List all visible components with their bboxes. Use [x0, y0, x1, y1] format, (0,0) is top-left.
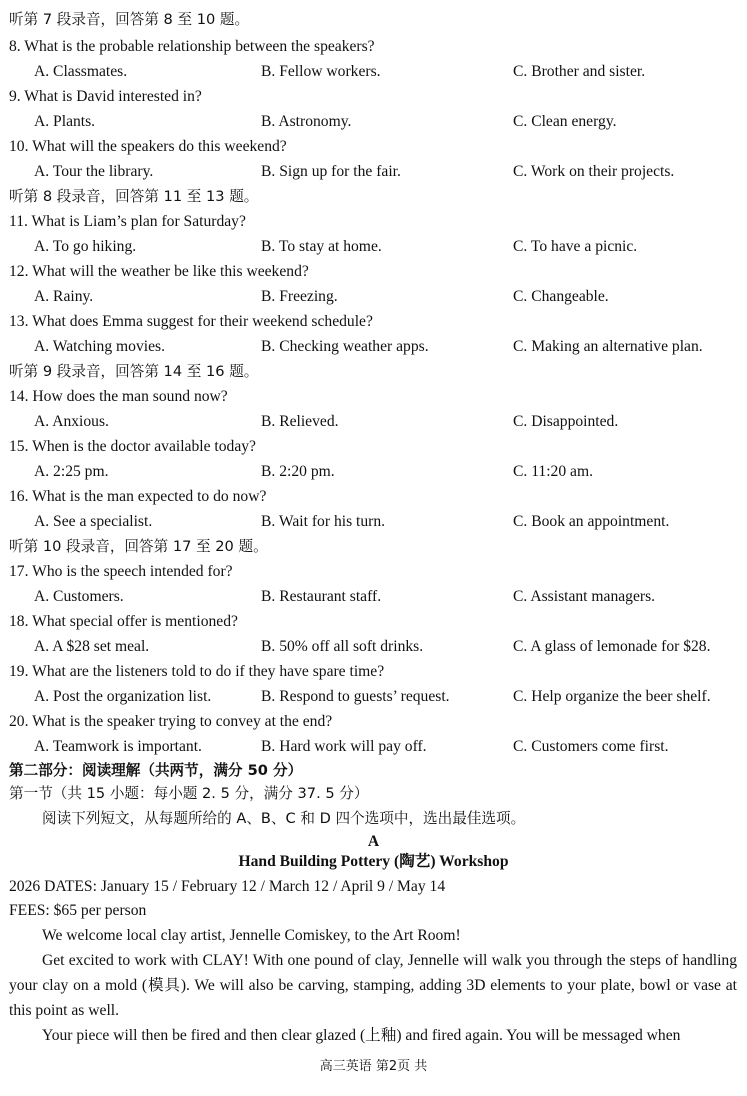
- question-11-options: [0, 237, 747, 257]
- question-20-option-c: C. Customers come first.: [513, 738, 669, 755]
- question-9-option-c: C. Clean energy.: [513, 113, 617, 130]
- question-15-option-c: C. 11:20 am.: [513, 463, 593, 480]
- question-13-option-b: B. Checking weather apps.: [261, 338, 429, 355]
- question-18-option-a: A. A $28 set meal.: [34, 638, 150, 655]
- passage-title: Hand Building Pottery (陶艺) Workshop: [238, 853, 509, 870]
- passage-paragraph-3: Your piece will then be fired and then clear glazed (上釉) and fired again. You will be messaged when: [42, 1027, 681, 1044]
- question-12-option-b: B. Freezing.: [261, 288, 338, 305]
- question-10-option-a: A. Tour the library.: [34, 163, 154, 180]
- question-19-option-c: C. Help organize the beer shelf.: [513, 688, 711, 705]
- question-16-option-a: A. See a specialist.: [34, 513, 153, 530]
- question-8-stem: 8. What is the probable relationship between the speakers?: [9, 38, 375, 55]
- question-11-option-a: A. To go hiking.: [34, 238, 137, 255]
- question-9-stem: 9. What is David interested in?: [9, 88, 202, 105]
- question-17-option-b: B. Restaurant staff.: [261, 588, 382, 605]
- question-19-option-b: B. Respond to guests’ request.: [261, 688, 450, 705]
- workshop-fees: FEES: $65 per person: [9, 902, 147, 919]
- passage-paragraph-2: Get excited to work with CLAY! With one pound of clay, Jennelle will walk you through the steps of handling your clay on a mold (模具). We will also be carving, stamping, adding 3D elements to your plate, bowl or vase at this point as well.: [9, 952, 737, 1019]
- question-15-option-b: B. 2:20 pm.: [261, 463, 335, 480]
- listening-segment-7-line: 听第 7 段录音，回答第 8 至 10 题。: [9, 11, 250, 28]
- question-10-option-c: C. Work on their projects.: [513, 163, 675, 180]
- section-one-title: 第一节（共 15 小题：每小题 2. 5 分，满分 37. 5 分）: [9, 785, 369, 802]
- question-14-option-c: C. Disappointed.: [513, 413, 619, 430]
- question-12-stem: 12. What will the weather be like this weekend?: [9, 263, 309, 280]
- question-9-options: [0, 112, 747, 132]
- question-8-options: [0, 62, 747, 82]
- passage-letter: A: [367, 833, 380, 850]
- question-15-stem: 15. When is the doctor available today?: [9, 438, 256, 455]
- question-17-option-a: A. Customers.: [34, 588, 124, 605]
- question-13-option-c: C. Making an alternative plan.: [513, 338, 703, 355]
- question-18-options: [0, 637, 747, 657]
- question-8-option-b: B. Fellow workers.: [261, 63, 381, 80]
- workshop-dates: 2026 DATES: January 15 / February 12 / March 12 / April 9 / May 14: [9, 878, 446, 895]
- part-two-title: 第二部分：阅读理解（共两节，满分 50 分）: [9, 762, 303, 779]
- question-12-option-a: A. Rainy.: [34, 288, 94, 305]
- question-19-option-a: A. Post the organization list.: [34, 688, 212, 705]
- question-18-option-b: B. 50% off all soft drinks.: [261, 638, 424, 655]
- question-15-option-a: A. 2:25 pm.: [34, 463, 109, 480]
- question-16-option-c: C. Book an appointment.: [513, 513, 670, 530]
- question-20-option-a: A. Teamwork is important.: [34, 738, 202, 755]
- question-14-option-a: A. Anxious.: [34, 413, 109, 430]
- question-11-option-c: C. To have a picnic.: [513, 238, 638, 255]
- question-8-option-a: A. Classmates.: [34, 63, 128, 80]
- question-18-stem: 18. What special offer is mentioned?: [9, 613, 238, 630]
- question-12-options: [0, 287, 747, 307]
- listening-segment-8-line: 听第 8 段录音，回答第 11 至 13 题。: [9, 188, 259, 205]
- question-17-options: [0, 587, 747, 607]
- question-10-options: [0, 162, 747, 182]
- question-19-stem: 19. What are the listeners told to do if they have spare time?: [9, 663, 385, 680]
- question-9-option-b: B. Astronomy.: [261, 113, 352, 130]
- question-10-option-b: B. Sign up for the fair.: [261, 163, 401, 180]
- question-20-stem: 20. What is the speaker trying to convey at the end?: [9, 713, 333, 730]
- listening-segment-9-line: 听第 9 段录音，回答第 14 至 16 题。: [9, 363, 259, 380]
- passage-paragraph-1: We welcome local clay artist, Jennelle Comiskey, to the Art Room!: [42, 927, 461, 944]
- question-14-options: [0, 412, 747, 432]
- reading-instruction: 阅读下列短文，从每题所给的 A、B、C 和 D 四个选项中，选出最佳选项。: [42, 810, 526, 827]
- question-16-stem: 16. What is the man expected to do now?: [9, 488, 267, 505]
- question-17-stem: 17. Who is the speech intended for?: [9, 563, 233, 580]
- question-13-stem: 13. What does Emma suggest for their weekend schedule?: [9, 313, 373, 330]
- listening-segment-10-line: 听第 10 段录音，回答第 17 至 20 题。: [9, 538, 268, 555]
- question-16-option-b: B. Wait for his turn.: [261, 513, 386, 530]
- question-15-options: [0, 462, 747, 482]
- question-20-options: [0, 737, 747, 757]
- question-17-option-c: C. Assistant managers.: [513, 588, 656, 605]
- question-20-option-b: B. Hard work will pay off.: [261, 738, 427, 755]
- question-11-stem: 11. What is Liam’s plan for Saturday?: [9, 213, 246, 230]
- question-10-stem: 10. What will the speakers do this weekend?: [9, 138, 287, 155]
- question-19-options: [0, 687, 747, 707]
- question-13-options: [0, 337, 747, 357]
- question-11-option-b: B. To stay at home.: [261, 238, 382, 255]
- question-9-option-a: A. Plants.: [34, 113, 96, 130]
- page-footer: 高三英语 第2页 共: [319, 1059, 428, 1074]
- question-16-options: [0, 512, 747, 532]
- question-8-option-c: C. Brother and sister.: [513, 63, 646, 80]
- question-14-option-b: B. Relieved.: [261, 413, 339, 430]
- question-18-option-c: C. A glass of lemonade for $28.: [513, 638, 711, 655]
- question-14-stem: 14. How does the man sound now?: [9, 388, 228, 405]
- question-13-option-a: A. Watching movies.: [34, 338, 165, 355]
- question-12-option-c: C. Changeable.: [513, 288, 609, 305]
